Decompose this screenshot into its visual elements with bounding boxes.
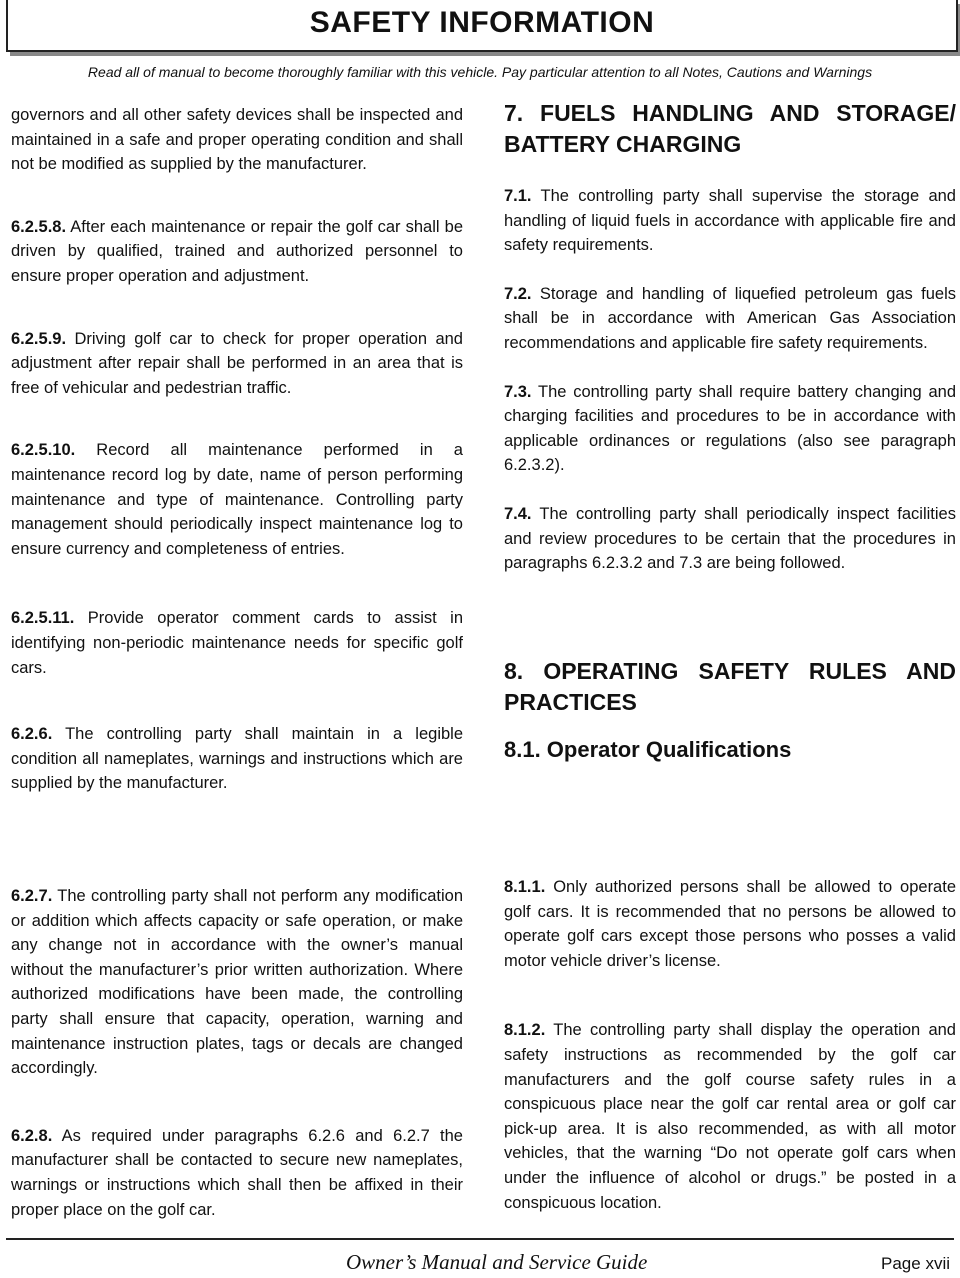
paragraph-6-2-5-8 — [11, 215, 463, 289]
paragraph-6-2-8 — [11, 1124, 463, 1222]
paragraph-text: The controlling party shall display the operation and safety instructions as recommended by the golf car manufacturers and the golf course safety rules in a conspicuous place near the golf car rental area or golf car pick-up area. It is also recommended, as with all motor vehicles, that the warning “Do not operate golf cars when under the influence of alcohol or drugs.” be posted in a conspicuous location. — [504, 1021, 956, 1212]
right-column-top — [504, 98, 956, 762]
page-number: Page xvii — [881, 1254, 950, 1273]
paragraph-text: The controlling party shall supervise the storage and handling of liquid fuels in accordance with applicable fire and safety requirements. — [504, 187, 956, 255]
paragraph-6-2-5-9 — [11, 327, 463, 401]
section-8-1-heading: 8.1. Operator Qualifications — [504, 736, 792, 762]
paragraph-6-2-5-11 — [11, 606, 463, 680]
paragraph-7-2 — [504, 282, 956, 356]
paragraph-text: The controlling party shall periodically inspect facilities and review procedures to be certain that the procedures in paragraphs 6.2.3.2 and 7.3 are being followed. — [504, 504, 956, 573]
paragraph-number: 7.4. — [504, 504, 532, 523]
paragraph-6-2-7 — [11, 884, 463, 1081]
left-column-bottom — [11, 884, 463, 1222]
paragraph-number: 6.2.5.9. — [11, 329, 67, 348]
paragraph-8-1-1 — [504, 875, 956, 973]
paragraph-number: 7.1. — [504, 187, 532, 205]
paragraph-number: 8.1.2. — [504, 1021, 546, 1040]
paragraph-text: Only authorized persons shall be allowed to operate golf cars. It is recommended that no persons be allowed to operate golf cars except those persons who posses a valid motor vehicle driver’s license. — [504, 878, 956, 970]
header-box — [6, 0, 958, 52]
page-title: SAFETY INFORMATION — [309, 6, 655, 39]
paragraph-text: The controlling party shall not perform any modification or addition which affects capacity or safe operation, or make any change not in accordance with the owner’s manual without the manufacturer’s prior written authorization. Where authorized modifications have been made, the controlling party shall ensure that capacity, operation, warning and maintenance instruction plates, tags or decals are changed accordingly. — [11, 887, 463, 1078]
paragraph-number: 8.1.1. — [504, 878, 546, 896]
footer-title: Owner’s Manual and Service Guide — [346, 1250, 648, 1274]
paragraph-text: After each maintenance or repair the golf car shall be driven by qualified, trained and authorized personnel to ensure proper operation and adjustment. — [11, 217, 464, 285]
paragraph-number: 7.2. — [504, 284, 532, 303]
paragraph-text: Driving golf car to check for proper operation and adjustment after repair shall be performed in an area that is free of vehicular and pedestrian traffic. — [11, 329, 463, 397]
paragraph-7-1 — [504, 184, 956, 258]
paragraph-number: 6.2.8. — [11, 1126, 53, 1145]
section-8-heading: 8. OPERATING SAFETY RULES AND PRACTICES — [504, 657, 956, 715]
footer-divider — [6, 1238, 954, 1240]
paragraph-number: 6.2.6. — [11, 725, 53, 744]
section-7-heading: 7. FUELS HANDLING AND STORAGE/ BATTERY CHARGING — [504, 100, 956, 157]
paragraph-text: Storage and handling of liquefied petroleum gas fuels shall be in accordance with American Gas Association recommendations and applicable fire safety requirements. — [504, 284, 956, 352]
paragraph-number: 7.3. — [504, 382, 532, 401]
paragraph-number: 6.2.5.10. — [11, 441, 76, 460]
paragraph-text: Record all maintenance performed in a maintenance record log by date, name of person performing maintenance and type of maintenance. Controlling party management should periodically inspect maintenance log to ensure currency and completeness of entries. — [11, 441, 463, 558]
right-column-bottom — [504, 875, 956, 1215]
intro-paragraph: governors and all other safety devices shall be inspected and maintained in a safe and proper operating condition and shall not be modified as supplied by the manufacturer. — [11, 106, 463, 174]
paragraph-7-4 — [504, 502, 956, 576]
paragraph-text: As required under paragraphs 6.2.6 and 6.2.7 the manufacturer shall be contacted to secure new nameplates, warnings or instructions which shall then be affixed in their proper place on the golf car. — [11, 1126, 463, 1219]
paragraph-6-2-5-10 — [11, 438, 463, 561]
header-subtitle: Read all of manual to become thoroughly familiar with this vehicle. Pay particular attention to all Notes, Cautions and Warnings — [87, 64, 873, 80]
paragraph-text: The controlling party shall require battery changing and charging facilities and procedures to be in accordance with applicable ordinances or regulations (also see paragraph 6.2.3.2). — [504, 382, 956, 475]
left-column-top — [11, 103, 463, 796]
paragraph-number: 6.2.7. — [11, 887, 53, 905]
paragraph-text: The controlling party shall maintain in a legible condition all nameplates, warnings and instructions which are supplied by the manufacturer. — [11, 725, 464, 793]
paragraph-8-1-2 — [504, 1018, 956, 1215]
paragraph-text: Provide operator comment cards to assist in identifying non-periodic maintenance needs for specific golf cars. — [11, 609, 464, 677]
paragraph-number: 6.2.5.11. — [11, 609, 75, 628]
paragraph-6-2-6 — [11, 722, 463, 796]
paragraph-7-3 — [504, 380, 956, 478]
paragraph-number: 6.2.5.8. — [11, 217, 67, 236]
